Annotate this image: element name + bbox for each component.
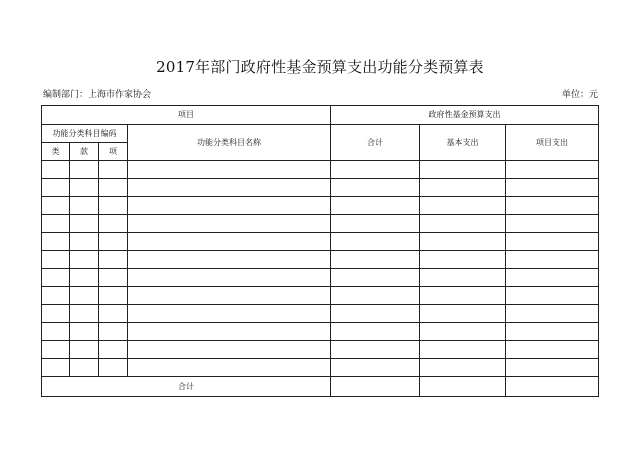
cell-kuan — [70, 197, 99, 215]
total-label: 合计 — [42, 377, 331, 397]
header-item: 项目 — [42, 106, 331, 125]
cell-lei — [42, 233, 70, 251]
cell-xiang — [99, 233, 128, 251]
table-row — [42, 287, 599, 305]
cell-name — [128, 341, 331, 359]
cell-project — [506, 161, 599, 179]
cell-project — [506, 323, 599, 341]
table-row — [42, 359, 599, 377]
cell-basic — [420, 251, 506, 269]
cell-basic — [420, 233, 506, 251]
total-sum — [331, 377, 420, 397]
total-row — [42, 377, 599, 397]
cell-name — [128, 251, 331, 269]
cell-project — [506, 179, 599, 197]
cell-lei — [42, 179, 70, 197]
cell-total — [331, 341, 420, 359]
cell-project — [506, 197, 599, 215]
cell-kuan — [70, 233, 99, 251]
header-kuan: 款 — [70, 143, 99, 161]
cell-total — [331, 287, 420, 305]
cell-xiang — [99, 323, 128, 341]
table-row — [42, 215, 599, 233]
cell-xiang — [99, 215, 128, 233]
cell-xiang — [99, 341, 128, 359]
cell-kuan — [70, 251, 99, 269]
cell-xiang — [99, 161, 128, 179]
table-row — [42, 161, 599, 179]
cell-name — [128, 233, 331, 251]
cell-basic — [420, 323, 506, 341]
cell-kuan — [70, 179, 99, 197]
cell-name — [128, 287, 331, 305]
cell-project — [506, 359, 599, 377]
cell-kuan — [70, 215, 99, 233]
cell-project — [506, 251, 599, 269]
cell-lei — [42, 251, 70, 269]
cell-xiang — [99, 197, 128, 215]
table-row — [42, 341, 599, 359]
cell-basic — [420, 215, 506, 233]
header-name: 功能分类科目名称 — [128, 125, 331, 161]
total-project — [506, 377, 599, 397]
header-xiang: 项 — [99, 143, 128, 161]
header-row-2 — [42, 125, 599, 143]
cell-basic — [420, 287, 506, 305]
header-code: 功能分类科目编码 — [42, 125, 128, 143]
header-fund-expense: 政府性基金预算支出 — [331, 106, 599, 125]
header-basic: 基本支出 — [420, 125, 506, 161]
total-basic — [420, 377, 506, 397]
cell-total — [331, 161, 420, 179]
page-title: 2017年部门政府性基金预算支出功能分类预算表 — [156, 58, 484, 76]
table-row — [42, 251, 599, 269]
cell-project — [506, 341, 599, 359]
cell-kuan — [70, 287, 99, 305]
table-row — [42, 197, 599, 215]
cell-total — [331, 215, 420, 233]
cell-lei — [42, 287, 70, 305]
cell-basic — [420, 305, 506, 323]
cell-xiang — [99, 269, 128, 287]
table-row — [42, 179, 599, 197]
cell-kuan — [70, 269, 99, 287]
cell-name — [128, 323, 331, 341]
cell-total — [331, 197, 420, 215]
cell-project — [506, 269, 599, 287]
cell-lei — [42, 305, 70, 323]
cell-lei — [42, 269, 70, 287]
compiling-department: 编制部门：上海市作家协会 — [43, 90, 152, 100]
cell-lei — [42, 359, 70, 377]
cell-kuan — [70, 305, 99, 323]
table-row — [42, 305, 599, 323]
cell-project — [506, 215, 599, 233]
cell-project — [506, 287, 599, 305]
cell-name — [128, 359, 331, 377]
cell-project — [506, 305, 599, 323]
cell-name — [128, 215, 331, 233]
table-row — [42, 269, 599, 287]
cell-lei — [42, 323, 70, 341]
cell-total — [331, 179, 420, 197]
cell-total — [331, 251, 420, 269]
cell-xiang — [99, 179, 128, 197]
cell-basic — [420, 359, 506, 377]
header-lei: 类 — [42, 143, 70, 161]
cell-total — [331, 305, 420, 323]
cell-lei — [42, 197, 70, 215]
cell-xiang — [99, 251, 128, 269]
cell-lei — [42, 341, 70, 359]
cell-kuan — [70, 161, 99, 179]
cell-total — [331, 269, 420, 287]
cell-project — [506, 233, 599, 251]
cell-total — [331, 233, 420, 251]
cell-total — [331, 359, 420, 377]
cell-lei — [42, 215, 70, 233]
cell-name — [128, 197, 331, 215]
cell-basic — [420, 161, 506, 179]
cell-kuan — [70, 323, 99, 341]
cell-basic — [420, 269, 506, 287]
currency-unit: 单位：元 — [561, 90, 598, 100]
header-total: 合计 — [331, 125, 420, 161]
cell-name — [128, 305, 331, 323]
cell-kuan — [70, 341, 99, 359]
table-row — [42, 323, 599, 341]
cell-name — [128, 161, 331, 179]
budget-table — [41, 105, 599, 397]
cell-kuan — [70, 359, 99, 377]
cell-xiang — [99, 305, 128, 323]
header-row-1 — [42, 106, 599, 125]
cell-total — [331, 323, 420, 341]
cell-xiang — [99, 287, 128, 305]
cell-xiang — [99, 359, 128, 377]
table-row — [42, 233, 599, 251]
cell-name — [128, 269, 331, 287]
cell-name — [128, 179, 331, 197]
cell-lei — [42, 161, 70, 179]
cell-basic — [420, 197, 506, 215]
cell-basic — [420, 179, 506, 197]
header-project: 项目支出 — [506, 125, 599, 161]
cell-basic — [420, 341, 506, 359]
